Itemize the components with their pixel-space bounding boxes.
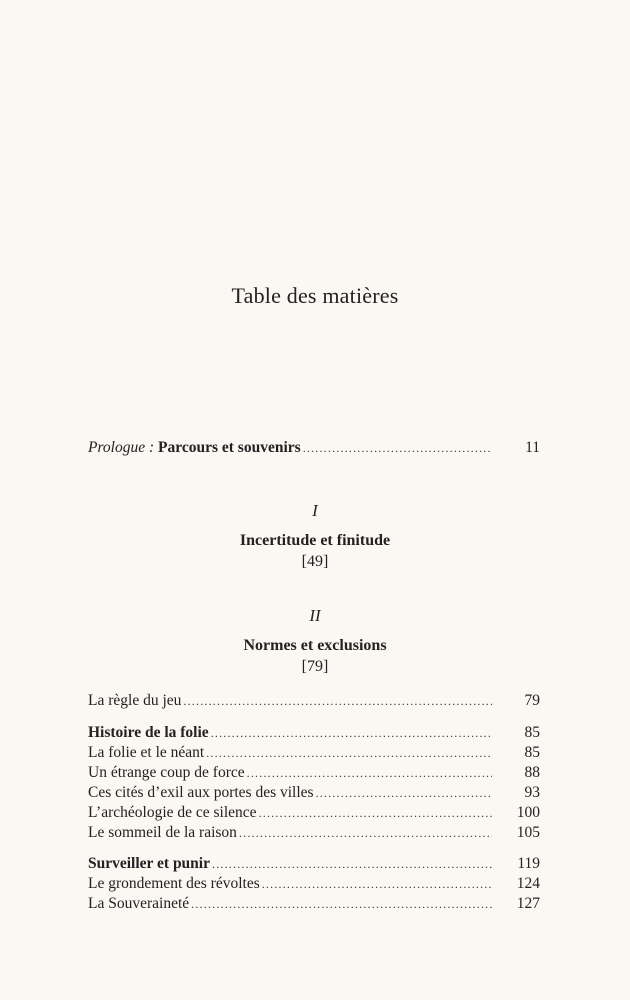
prologue-title: Parcours et souvenirs: [158, 439, 301, 456]
page-title: Table des matières: [231, 283, 399, 308]
toc-entry-page: 100: [516, 804, 540, 821]
toc-entry-page: 105: [516, 824, 540, 841]
toc-entry-page: 85: [524, 724, 540, 741]
dot-leader: [191, 894, 492, 914]
toc-entry-page: 119: [517, 855, 540, 872]
toc-entry-label: Le grondement des révoltes: [88, 875, 260, 892]
toc-entry-label: Histoire de la folie: [88, 724, 209, 741]
toc-entry-page: 127: [516, 895, 540, 912]
toc-entry-label: Surveiller et punir: [88, 855, 210, 872]
toc-entry-page: 88: [524, 764, 540, 781]
part-page: [79]: [301, 658, 329, 675]
toc-entry-page: 79: [524, 692, 540, 709]
dot-leader: [212, 854, 492, 874]
dot-leader: [259, 803, 492, 823]
toc-entry-page: 85: [524, 744, 540, 761]
part-title: Incertitude et finitude: [239, 532, 391, 549]
part-title: Normes et exclusions: [243, 637, 387, 654]
toc-entry: [88, 763, 540, 783]
toc-entry: [88, 874, 540, 894]
dot-leader: [316, 783, 492, 803]
dot-leader: [262, 874, 492, 894]
toc-entry-page: 124: [516, 875, 540, 892]
toc-entry-label: Ces cités d’exil aux portes des villes: [88, 784, 314, 801]
toc-entry: [88, 823, 540, 843]
dot-leader: [211, 723, 492, 743]
toc-entry-label: La règle du jeu: [88, 692, 182, 709]
toc-entry-label: Le sommeil de la raison: [88, 824, 237, 841]
toc-entry-label: [88, 438, 301, 458]
toc-entry-label: La Souveraineté: [88, 895, 190, 912]
dot-leader: [247, 763, 492, 783]
toc-entry: [88, 894, 540, 914]
prologue-prefix: Prologue :: [88, 439, 155, 456]
part-page: [49]: [301, 553, 329, 570]
toc-entry-page: 93: [524, 784, 540, 801]
part-number: I: [312, 501, 318, 520]
dot-leader: [239, 823, 492, 843]
dot-leader: [183, 691, 492, 711]
toc-entry-page: 11: [525, 439, 540, 456]
toc-entry-label: L’archéologie de ce silence: [88, 804, 257, 821]
toc-entry-label: Un étrange coup de force: [88, 764, 245, 781]
part-heading-1: [0, 501, 630, 572]
dot-leader: [206, 743, 492, 763]
dot-leader: [303, 438, 492, 458]
toc-entry: [88, 854, 540, 874]
part-number: II: [309, 606, 321, 625]
toc-entry: [88, 723, 540, 743]
toc-entry: [88, 783, 540, 803]
toc-entry-label: La folie et le néant: [88, 744, 205, 761]
toc-entry-prologue: [88, 438, 540, 458]
part-heading-2: [0, 606, 630, 677]
toc-entry: [88, 803, 540, 823]
toc-entry: [88, 691, 540, 711]
toc-entry: [88, 743, 540, 763]
